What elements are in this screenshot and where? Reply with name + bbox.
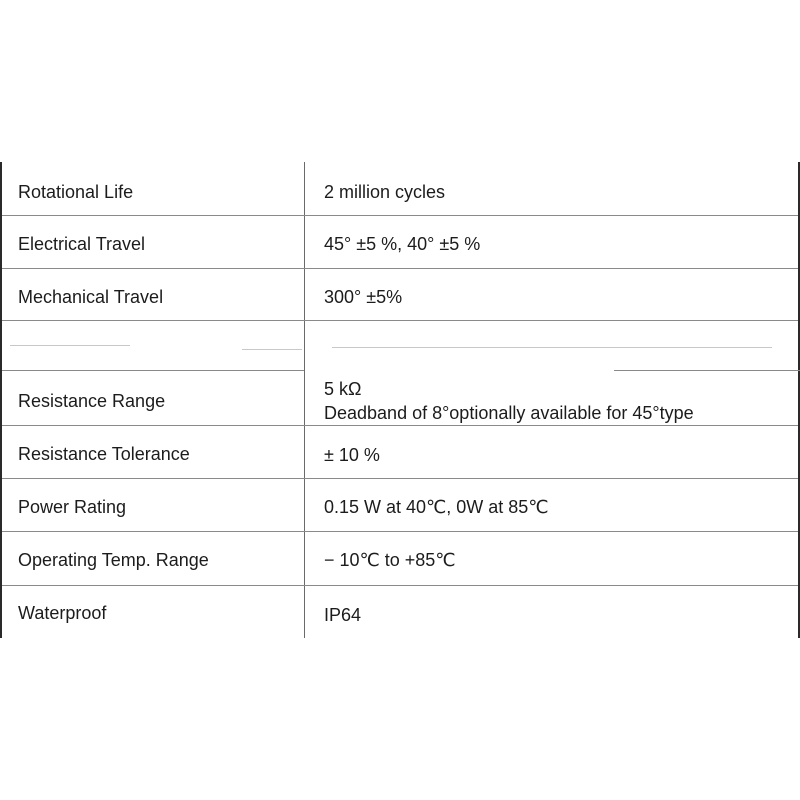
table-row [2,586,798,638]
row-rule [2,370,304,371]
spec-label: Operating Temp. Range [18,550,209,570]
spec-value: 2 million cycles [324,182,446,202]
faded-rule [10,345,130,346]
spec-value: 45° ±5 %, 40° ±5 % [324,234,481,254]
table-row [2,162,798,216]
table-row [2,269,798,321]
table-row [2,372,798,426]
table-row [2,216,798,269]
faded-rule [332,347,772,348]
spec-label: Mechanical Travel [18,287,164,307]
spec-value: 5 kΩ [324,379,362,399]
spec-value: ± 10 % [324,445,380,465]
spec-value: IP64 [324,605,362,625]
spec-label: Waterproof [18,603,107,623]
spec-label: Resistance Tolerance [18,444,190,464]
table-row [2,532,798,586]
spec-label: Power Rating [18,497,127,517]
spec-label: Rotational Life [18,182,134,202]
spec-value: 0.15 W at 40℃, 0W at 85℃ [324,497,549,517]
spec-label: Resistance Range [18,391,166,411]
row-rule [614,370,800,371]
table-row-empty [2,321,798,372]
spec-value-note: Deadband of 8°optionally available for 45°type [324,403,694,423]
faded-rule [242,349,302,350]
spec-table [0,162,800,638]
table-row [2,479,798,532]
spec-value: 300° ±5% [324,287,403,307]
table-row [2,426,798,479]
spec-label: Electrical Travel [18,234,146,254]
spec-value: − 10℃ to +85℃ [324,550,456,570]
